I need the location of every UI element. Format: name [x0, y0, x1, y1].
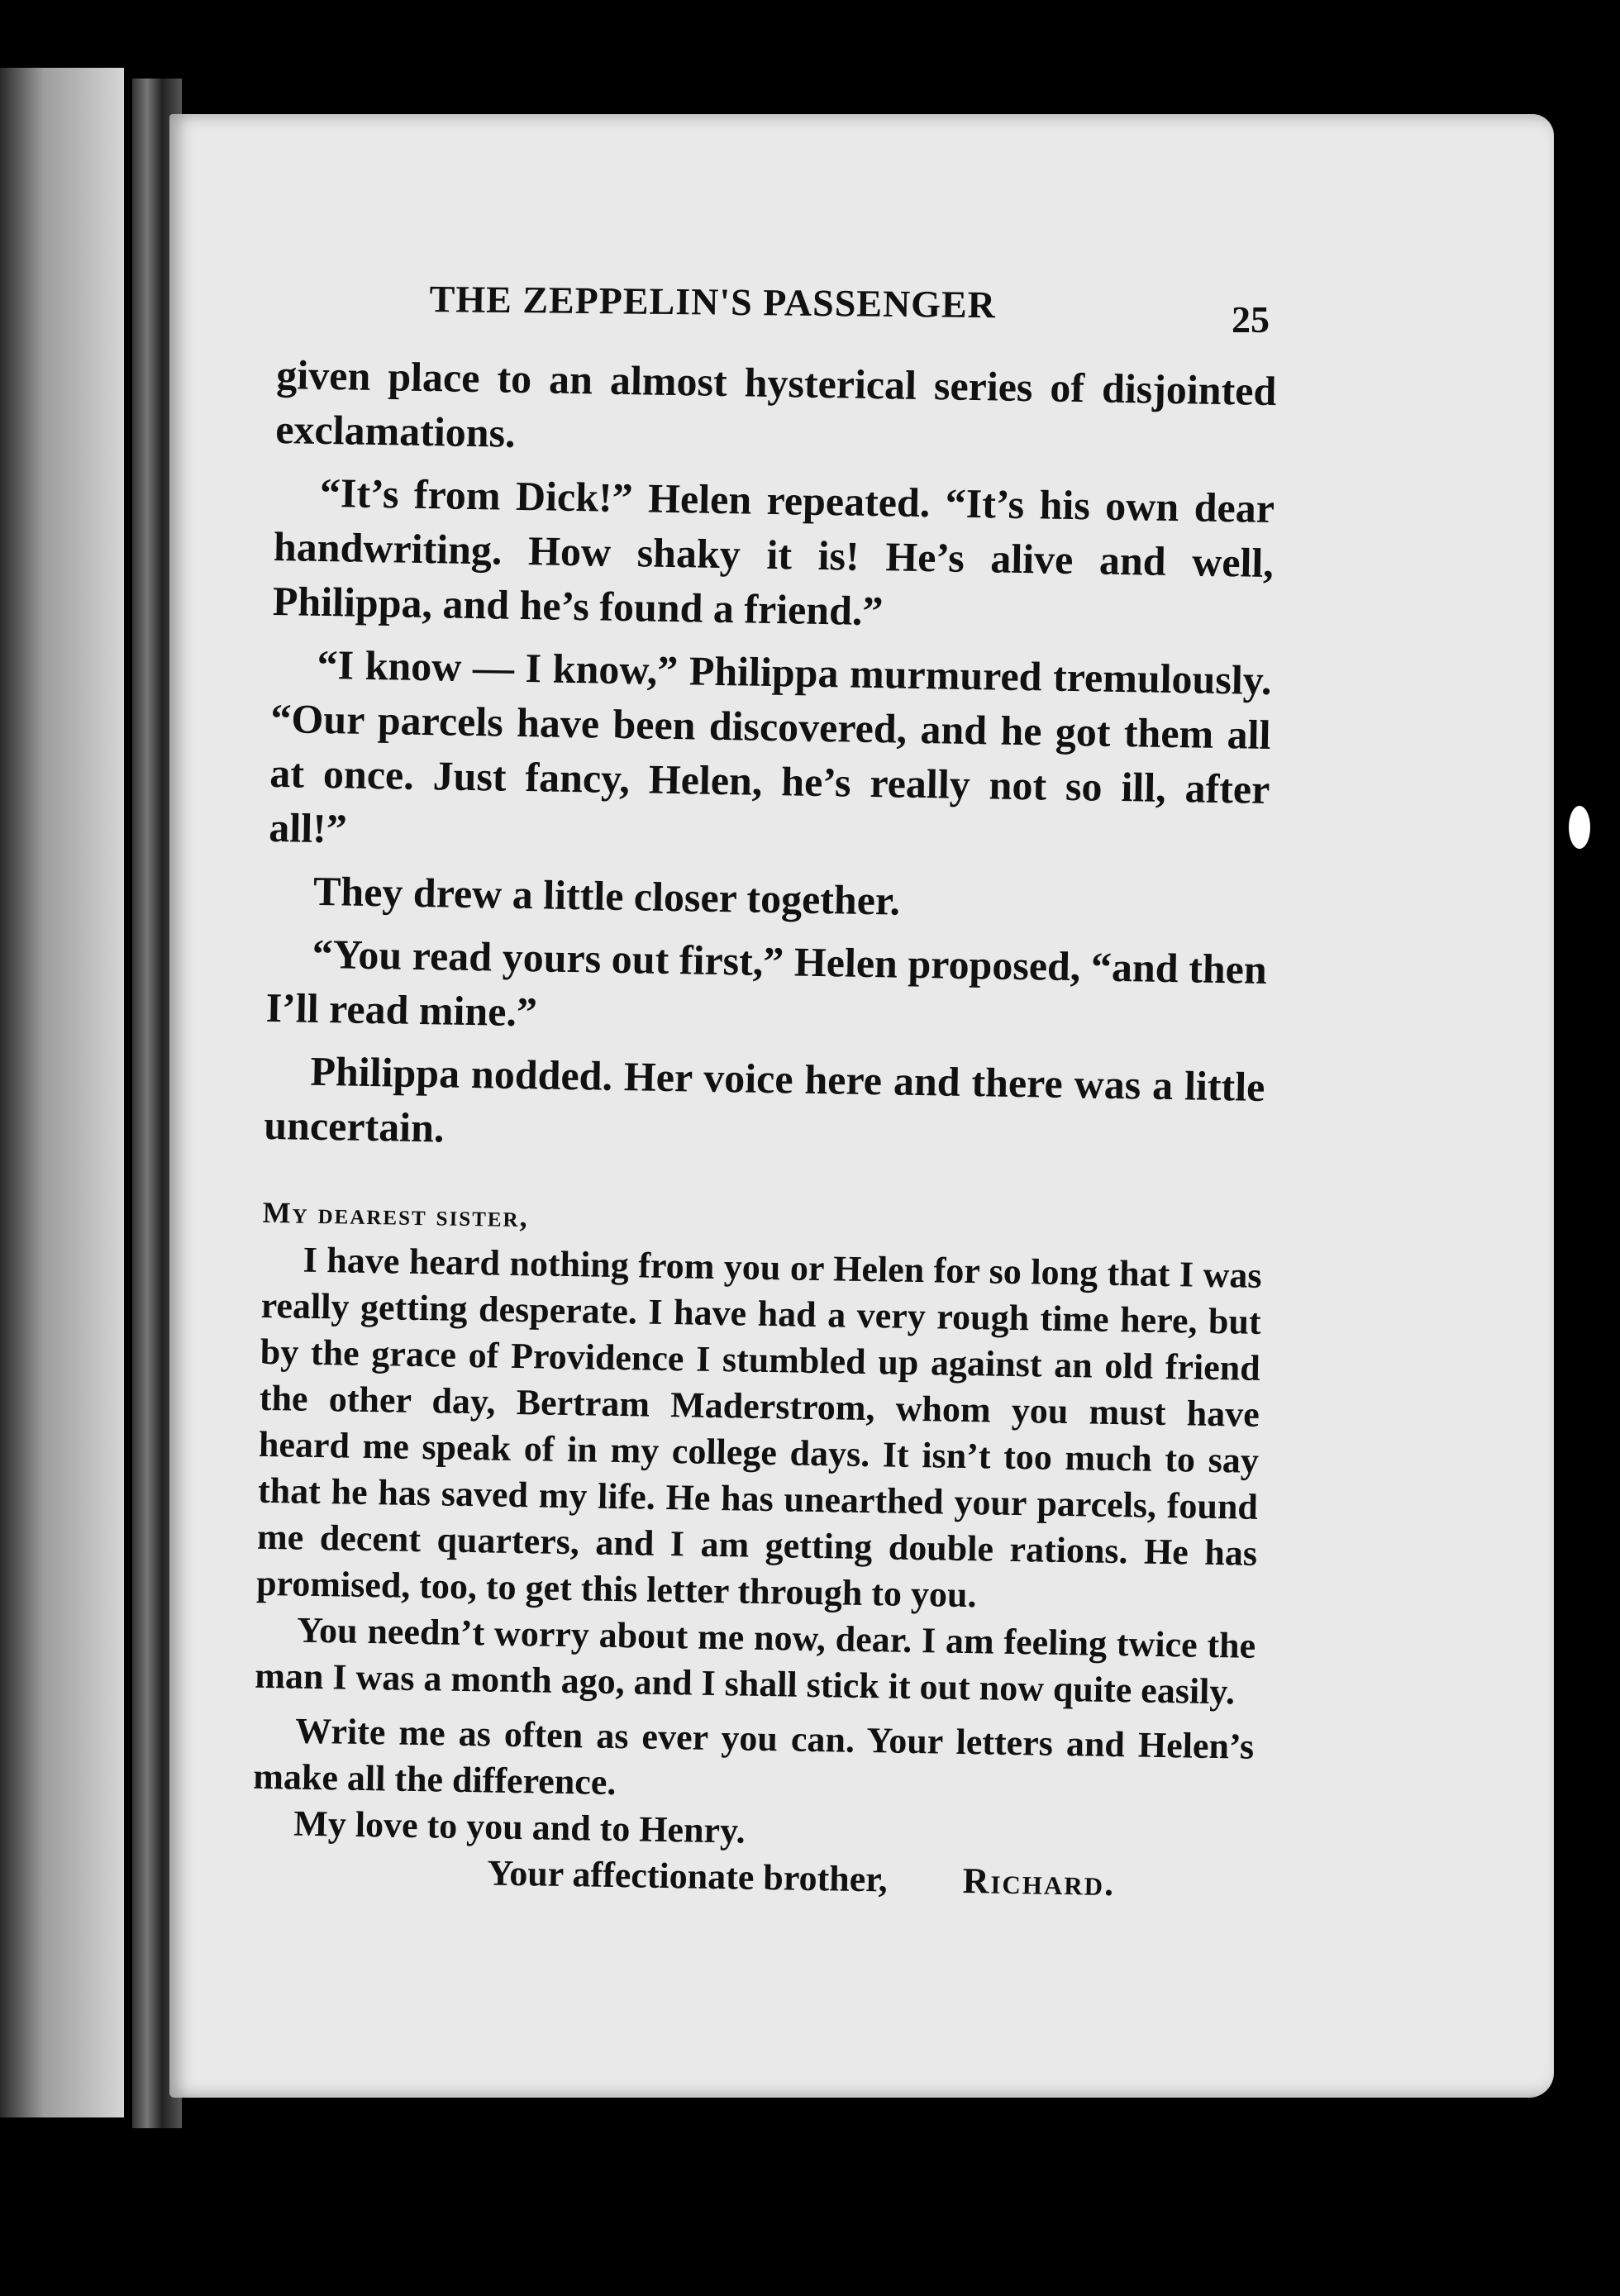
paragraph: They drew a little closer together.	[312, 867, 901, 924]
letter	[251, 1195, 1263, 1909]
narrative	[264, 347, 1277, 1169]
letter-paragraph: I have heard nothing from you or Helen for so long that I was really getting desperate. I have had a very rough time here, but by the grace of Providence I stumbled up against an old friend the other day, Bertram Maderstrom, whom you must have heard me speak of in my college days. It isn’t too much to say that he has saved my life. He has unearthed your parcels, found me decent quarters, and I am getting double rations. He has promised, too, to get this letter through to you.	[255, 1239, 1262, 1616]
paragraph: Philippa nodded. Her voice here and there was a little uncertain.	[263, 1047, 1265, 1151]
paragraph: “I know — I know,” Philippa murmured tremulously. “Our parcels have been discovered, and he got them all at once. Just fancy, Helen, he’s really not so ill, after all!”	[268, 641, 1272, 852]
paragraph: “You read yours out first,” Helen proposed, “and then I’ll read mine.”	[265, 930, 1268, 1036]
signature: Richard.	[962, 1860, 1116, 1904]
page-number: 25	[1232, 298, 1270, 341]
paragraph: given place to an almost hysterical series of disjointed exclamations.	[274, 350, 1277, 456]
running-head: THE ZEPPELIN'S PASSENGER	[429, 277, 997, 326]
closing-text: Your affectionate brother,	[487, 1852, 889, 1900]
facing-page-edge	[0, 68, 124, 2117]
scan-artifact	[1569, 806, 1590, 849]
letter-salutation: My dearest sister,	[262, 1195, 530, 1234]
text-block	[251, 347, 1277, 1909]
letter-paragraph: You needn’t worry about me now, dear. I am feeling twice the man I was a month ago, and I shall stick it out now quite easily.	[254, 1609, 1256, 1712]
letter-paragraph: My love to you and to Henry.	[293, 1803, 746, 1851]
paragraph: “It’s from Dick!” Helen repeated. “It’s his own dear handwriting. How shaky it is! He’s alive and well, Philippa, and he’s found a friend.”	[272, 469, 1275, 635]
letter-paragraph: Write me as often as ever you can. Your letters and Helen’s make all the difference.	[252, 1710, 1255, 1803]
